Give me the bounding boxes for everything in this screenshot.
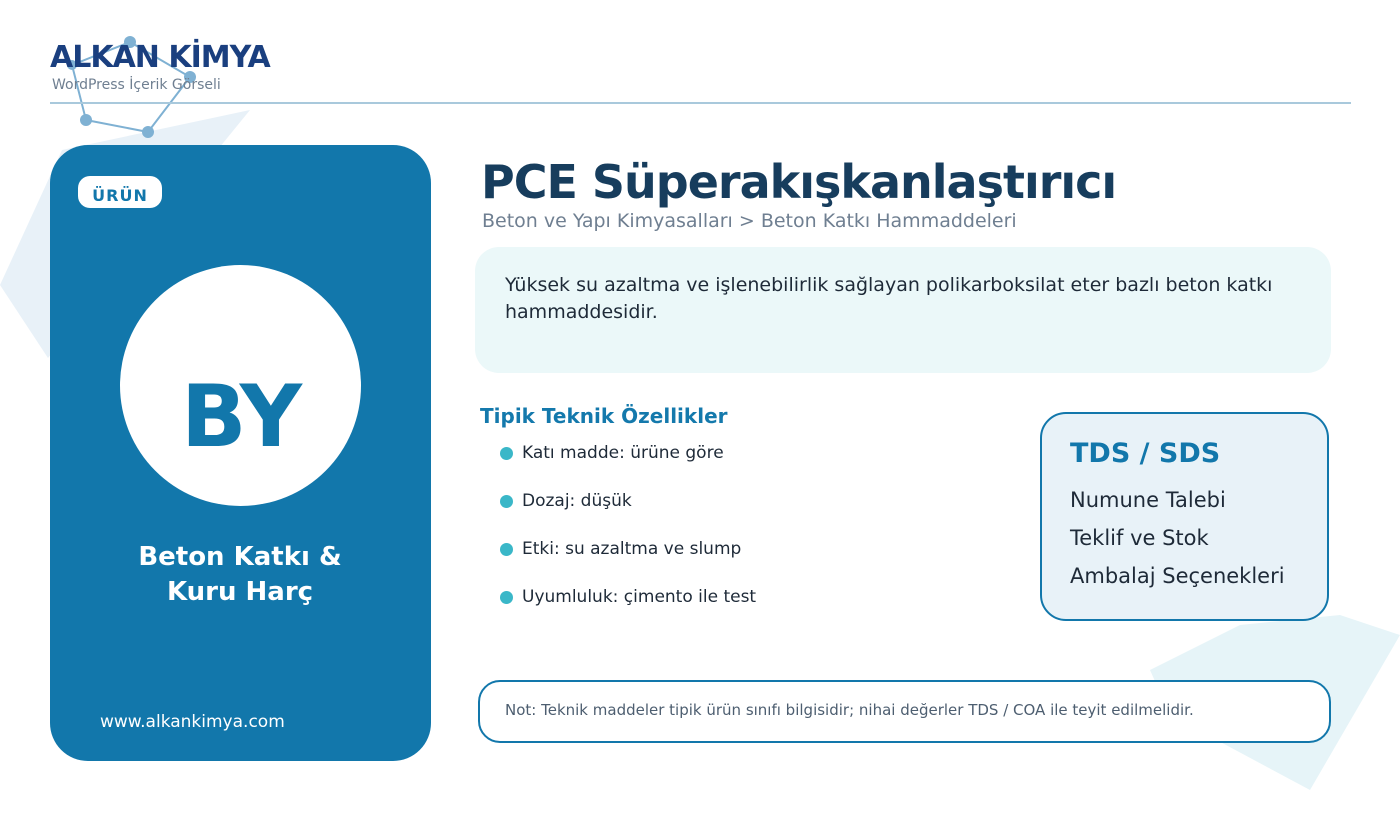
feature-text: Uyumluluk: çimento ile test: [522, 587, 757, 607]
feature-text: Etki: su azaltma ve slump: [522, 539, 742, 559]
feature-item: [500, 486, 756, 534]
page-title: PCE Süperakışkanlaştırıcı: [481, 155, 1117, 209]
bullet-dot-icon: [500, 447, 513, 460]
product-initials: BY: [180, 367, 301, 467]
website-link[interactable]: www.alkankimya.com: [100, 712, 285, 732]
bullet-dot-icon: [500, 495, 513, 508]
bullet-dot-icon: [500, 591, 513, 604]
disclaimer-note: Not: Teknik maddeler tipik ürün sınıfı bilgisidir; nihai değerler TDS / COA ile teyit edilmelidir.: [505, 701, 1194, 719]
bullet-dot-icon: [500, 543, 513, 556]
feature-item: [500, 534, 756, 582]
packaging-options-link[interactable]: Ambalaj Seçenekleri: [1070, 564, 1285, 588]
product-description: Yüksek su azaltma ve işlenebilirlik sağlayan polikarboksilat eter bazlı beton katkı hammaddesidir.: [505, 274, 1273, 323]
features-list: [500, 438, 756, 630]
documents-title[interactable]: TDS / SDS: [1070, 438, 1221, 469]
brand-subtitle: WordPress İçerik Görseli: [52, 77, 221, 93]
brand-logo-text: ALKAN KİMYA: [50, 40, 270, 75]
feature-item: [500, 438, 756, 486]
quote-stock-link[interactable]: Teklif ve Stok: [1070, 526, 1209, 550]
breadcrumb: Beton ve Yapı Kimyasalları > Beton Katkı Hammaddeleri: [482, 210, 1017, 232]
header-divider: [50, 102, 1351, 104]
features-heading: Tipik Teknik Özellikler: [480, 404, 728, 428]
feature-text: Dozaj: düşük: [522, 491, 632, 511]
feature-item: [500, 582, 756, 630]
product-category: Beton Katkı & Kuru Harç: [138, 542, 342, 607]
feature-text: Katı madde: ürüne göre: [522, 443, 724, 463]
product-badge: ÜRÜN: [78, 176, 162, 208]
sample-request-link[interactable]: Numune Talebi: [1070, 488, 1226, 512]
